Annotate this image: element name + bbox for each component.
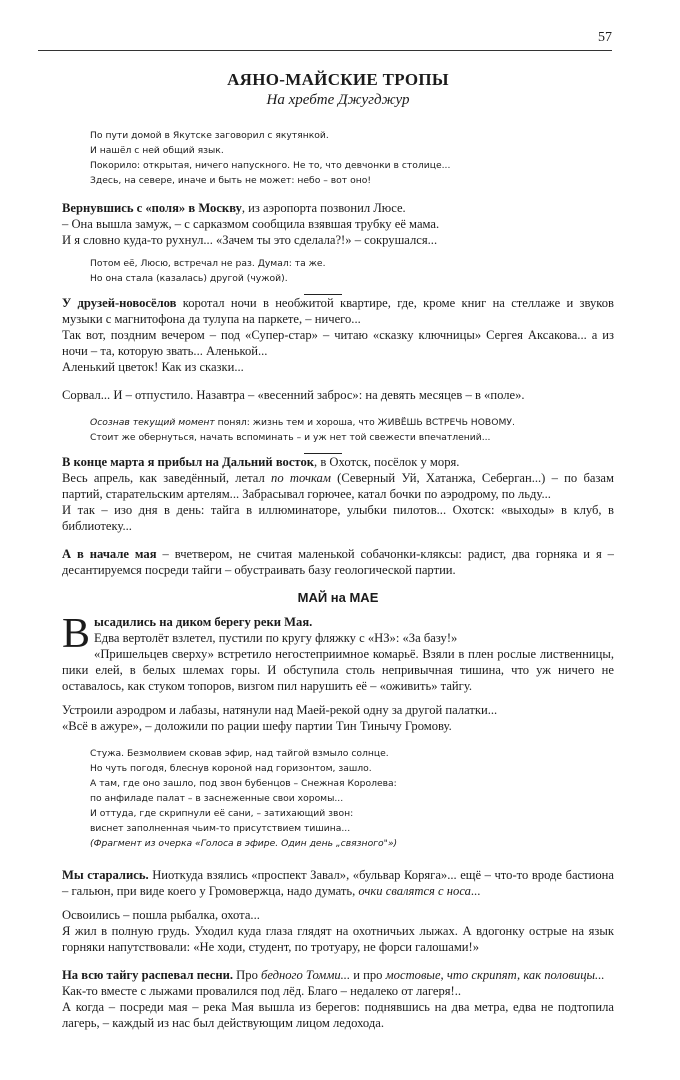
paragraph: Едва вертолёт взлетел, пустили по кругу фляжку с «НЗ»: «За базу!»: [94, 631, 458, 645]
paragraph: Аленький цветок! Как из сказки...: [62, 360, 244, 374]
paragraph: [62, 200, 614, 216]
paragraph: Освоились – пошла рыбалка, охота...: [62, 908, 260, 922]
paragraph: Устроили аэродром и лабазы, натянули над Маей-рекой одну за другой палатки...: [62, 703, 498, 717]
paragraph: [62, 867, 614, 899]
text: , из аэропорта позвонил Люсе.: [241, 201, 406, 215]
page-title: АЯНО-МАЙСКИЕ ТРОПЫ: [227, 70, 449, 89]
paragraph: И я словно куда-то рухнул... «Зачем ты это сделала?!» – сокрушался...: [62, 233, 438, 247]
verse-line: [90, 415, 614, 430]
verse-block: [90, 415, 614, 445]
verse-line: Но она стала (казалась) другой (чужой).: [90, 273, 288, 284]
paragraph: Я жил в полную грудь. Уходил куда глаза глядят на охотничьих лыжах. А вдогонку острые на язык горняки напутствовали: «Не ходи, студент, по тротуару, не форси галошами!»: [62, 924, 614, 954]
lead-in: На всю тайгу распевал песни.: [62, 968, 234, 982]
verse-line: виснет заполненная чьим-то присутствием тишина...: [90, 823, 351, 834]
verse-line: Здесь, на севере, иначе и быть не может: небо – вот оно!: [90, 175, 372, 186]
paragraph: – Она вышла замуж, – с сарказмом сообщила взявшая трубку её мама.: [62, 217, 440, 231]
text: – вчетвером, не считая маленькой собачонки-кляксы: радист, два горняка и я – десантируемся посреди тайги – обустраивать базу геологической партии.: [62, 547, 614, 577]
paragraph: «Пришельцев сверху» встретило негостеприимное комарьё. Взяли в плен рослые лиственницы, пики елей, в белых шлемах горы. И обступила столь непривычная тишина, что уж ничего не оставалось, как стуком топоров, визгом пил нарушить её – «оживить» тайгу.: [62, 647, 614, 693]
italic-phrase: бедного Томми...: [261, 968, 351, 982]
paragraph: [62, 546, 614, 578]
italic-phrase: очки свалятся с носа: [358, 884, 471, 898]
verse-block: [90, 746, 614, 851]
italic-phrase: по точкам: [271, 471, 331, 485]
verse-line: И нашёл с ней общий язык.: [90, 145, 224, 156]
lead-in: Мы старались.: [62, 868, 149, 882]
text: Весь апрель, как заведённый, летал: [62, 471, 272, 485]
header-rule: [38, 50, 612, 51]
section-title: МАЙ на МАЕ: [297, 590, 379, 605]
verse-line: Стужа. Безмолвием сковав эфир, над тайгой взмыло солнце.: [90, 748, 389, 759]
text: Про: [233, 968, 262, 982]
paragraph: [62, 470, 614, 502]
lead-in: А в начале мая: [62, 547, 157, 561]
verse-line: И оттуда, где скрипнули её сани, – затихающий звон:: [90, 808, 354, 819]
paragraph: Как-то вместе с лыжами провалился под лёд. Благо – недалеко от лагеря!..: [62, 984, 462, 998]
paragraph: И так – изо дня в день: тайга в иллюминаторе, улыбки пилотов... Охотск: «выходы» в клуб, в библиотеку...: [62, 503, 614, 533]
page-number: 57: [598, 30, 612, 45]
text: ...: [470, 884, 481, 898]
page-subtitle: На хребте Джугджур: [266, 92, 410, 108]
lead-in: Вернувшись с «поля» в Москву: [62, 201, 242, 215]
verse-line: по анфиладе палат – в заснеженные свои хоромы...: [90, 793, 344, 804]
verse-block: [90, 128, 614, 188]
text: и про: [350, 968, 386, 982]
paragraph: А когда – посреди мая – река Мая вышла из берегов: поднявшись на два метра, едва не подтопила лагерь, – каждый из нас был действующим лицом ледохода.: [62, 1000, 614, 1030]
lead-in: ысадились на диком берегу реки Мая.: [94, 615, 313, 629]
text: коротал ночи в необжитой квартире, где, кроме книг на стеллаже и звуков музыки с магнитофона да тулупа на паркете, – ничего...: [62, 296, 614, 326]
verse-line: Стоит же обернуться, начать вспоминать – и уж нет той свежести впечатлений...: [90, 432, 491, 443]
paragraph: Сорвал... И – отпустило. Назавтра – «весенний заброс»: на девять месяцев – в «поле».: [62, 388, 525, 402]
verse-block: [90, 256, 614, 286]
text: понял: жизнь тем и хороша, что ЖИВЁШЬ ВСТРЕЧЬ НОВОМУ.: [214, 417, 515, 428]
drop-cap: В: [62, 611, 91, 657]
lead-in: У друзей-новосёлов: [62, 296, 177, 310]
verse-line: А там, где оно зашло, под звон бубенцов – Снежная Королева:: [90, 778, 397, 789]
paragraph: [62, 454, 614, 470]
lead-in: В конце марта я прибыл на Дальний восток: [62, 455, 315, 469]
verse-line: Но чуть погодя, блеснув короной над горизонтом, зашло.: [90, 763, 372, 774]
italic-phrase: мостовые, что скрипят, как половицы...: [385, 968, 605, 982]
page-content: [62, 70, 614, 1031]
verse-line: Потом её, Люсю, встречал не раз. Думал: та же.: [90, 258, 326, 269]
text: Ниоткуда взялись «проспект Завал», «бульвар Коряга»... ещё – что-то вроде бастиона – гальюн, при виде коего у Громовержца, надо думать,: [62, 868, 614, 898]
verse-source-note: (Фрагмент из очерка «Голоса в эфире. Один день „связного"»): [90, 838, 398, 849]
paragraph: [62, 295, 614, 327]
verse-line: По пути домой в Якутске заговорил с якутянкой.: [90, 130, 329, 141]
paragraph: Так вот, поздним вечером – под «Супер-стар» – читаю «сказку ключницы» Сергея Аксакова... а из ночи – та, которую звать... Аленькой...: [62, 328, 614, 358]
italic-phrase: Осознав текущий момент: [90, 417, 215, 428]
paragraph: «Всё в ажуре», – доложили по рации шефу партии Тин Тинычу Громову.: [62, 719, 452, 733]
paragraph: [62, 967, 614, 983]
text: , в Охотск, посёлок у моря.: [314, 455, 460, 469]
text: (Северный Уй, Хатанжа, Себерган...) – по базам партий, старательским артелям... Забрасывал горючее, катал бочки по аэродрому, по льду...: [62, 471, 614, 501]
verse-line: Покорило: открытая, ничего напускного. Не то, что девчонки в столице...: [90, 160, 451, 171]
